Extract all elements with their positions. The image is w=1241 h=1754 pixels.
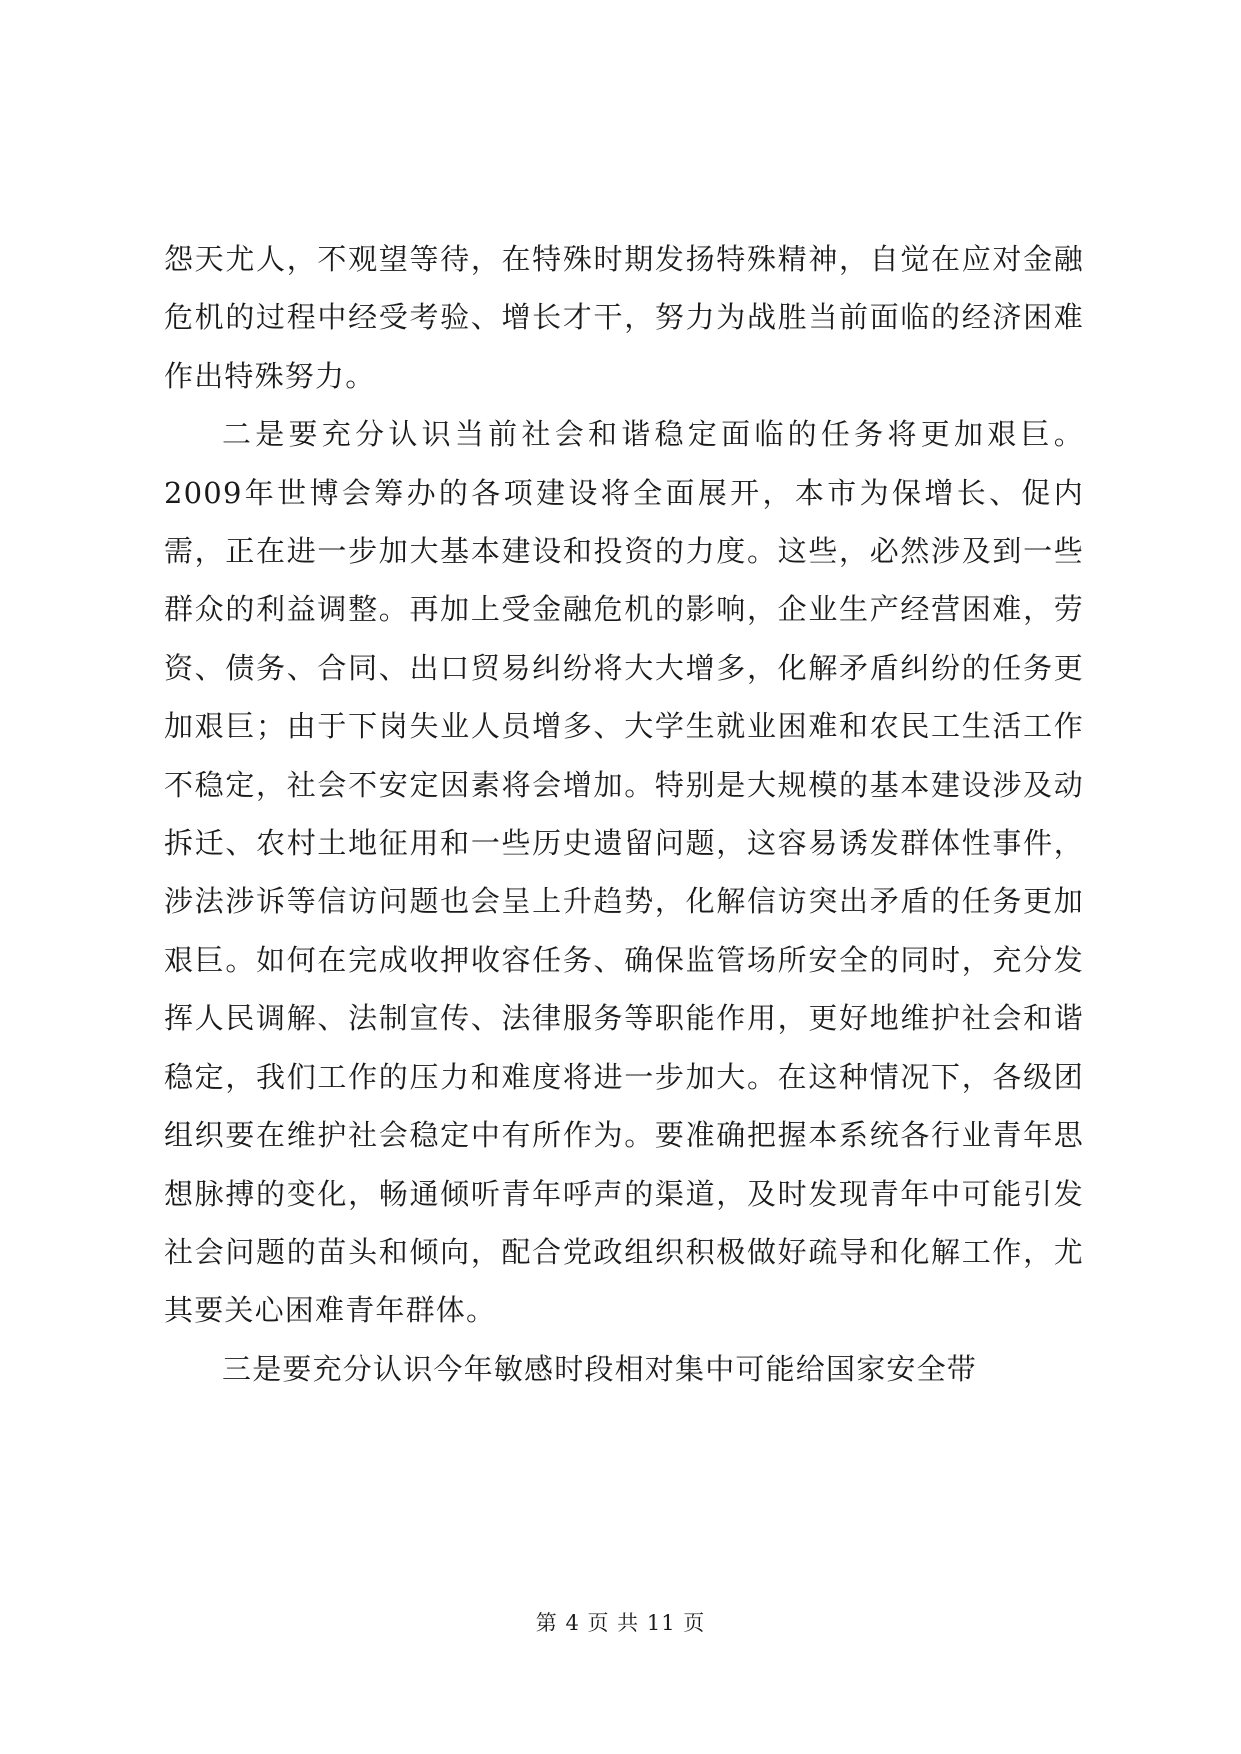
page-number-footer: 第 4 页 共 11 页 [535,1611,706,1635]
paragraph-point-three: 三是要充分认识今年敏感时段相对集中可能给国家安全带 [222,1351,978,1386]
paragraph-point-two: 二是要充分认识当前社会和谐稳定面临的任务将更加艰巨。2009年世博会筹办的各项建设将全面展开，本市为保增长、促内需，正在进一步加大基本建设和投资的力度。这些，必然涉及到一些群众的利益调整。再加上受金融危机的影响，企业生产经营困难，劳资、债务、合同、出口贸易纠纷将大大增多，化解矛盾纠纷的任务更加艰巨；由于下岗失业人员增多、大学生就业困难和农民工生活工作不稳定，社会不安定因素将会增加。特别是大规模的基本建设涉及动拆迁、农村土地征用和一些历史遗留问题，这容易诱发群体性事件，涉法涉诉等信访问题也会呈上升趋势，化解信访突出矛盾的任务更加艰巨。如何在完成收押收容任务、确保监管场所安全的同时，充分发挥人民调解、法制宣传、法律服务等职能作用，更好地维护社会和谐稳定，我们工作的压力和难度将进一步加大。在这种情况下，各级团组织要在维护社会稳定中有所作为。要准确把握本系统各行业青年思想脉搏的变化，畅通倾听青年呼声的渠道，及时发现青年中可能引发社会问题的苗头和倾向，配合党政组织积极做好疏导和化解工作，尤其要关心困难青年群体。 [164,417,1084,1328]
paragraph-continuation: 怨天尤人，不观望等待，在特殊时期发扬特殊精神，自觉在应对金融危机的过程中经受考验、增长才干，努力为战胜当前面临的经济困难作出特殊努力。 [164,242,1084,393]
body-text [164,230,1084,1398]
